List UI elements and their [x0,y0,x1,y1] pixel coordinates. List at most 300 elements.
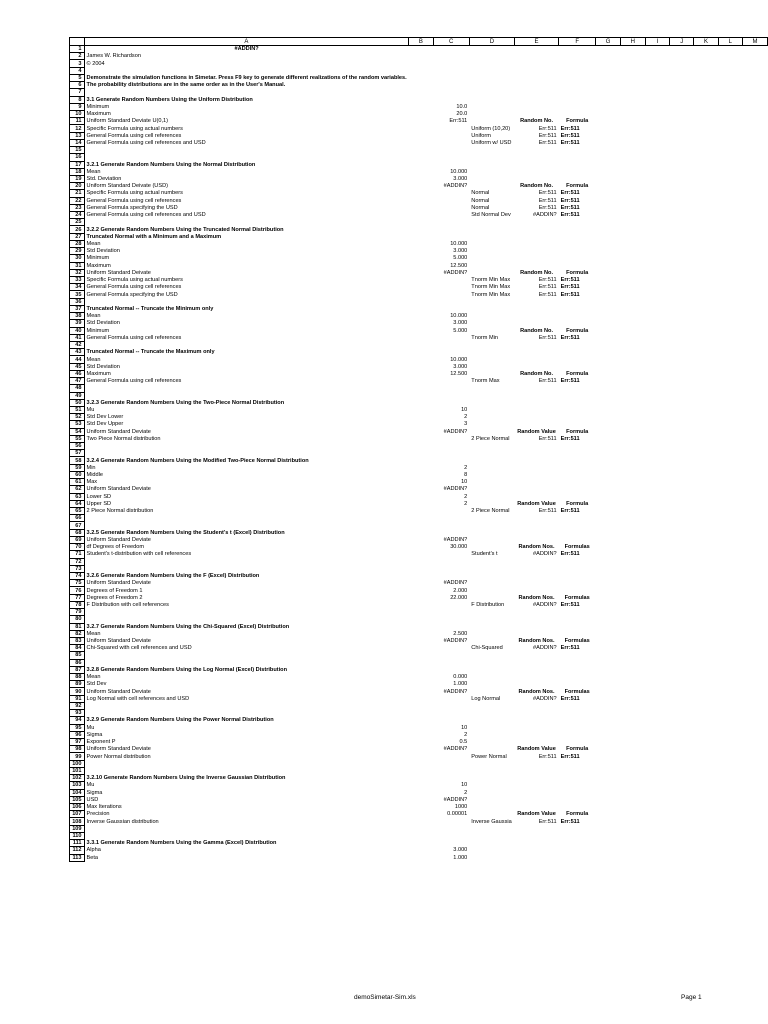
sheet-cell[interactable] [743,320,768,327]
sheet-cell[interactable] [409,125,433,132]
sheet-cell[interactable] [620,190,645,197]
sheet-cell[interactable] [469,320,514,327]
sheet-cell[interactable] [670,486,694,493]
sheet-cell[interactable] [718,421,742,428]
sheet-cell[interactable] [694,840,718,847]
sheet-cell[interactable]: 3.2.6 Generate Random Numbers Using the F (Excel) Distribution [86,573,260,580]
sheet-cell[interactable] [694,587,718,594]
sheet-cell[interactable] [433,832,469,839]
sheet-cell[interactable] [620,500,645,507]
sheet-cell[interactable] [469,623,514,630]
sheet-cell[interactable] [409,536,433,543]
sheet-cell[interactable] [694,710,718,717]
sheet-cell[interactable] [620,118,645,125]
sheet-cell[interactable]: Maximum [86,111,111,118]
sheet-cell[interactable] [469,666,514,673]
row-number[interactable]: 104 [70,789,85,796]
sheet-cell[interactable] [694,450,718,457]
sheet-cell[interactable] [694,616,718,623]
sheet-cell[interactable] [596,421,621,428]
sheet-cell[interactable] [409,46,433,53]
sheet-cell[interactable] [718,702,742,709]
sheet-cell[interactable] [514,796,558,803]
sheet-cell[interactable] [718,349,742,356]
sheet-cell[interactable]: Truncated Normal -- Truncate the Maximum only [86,349,215,356]
sheet-cell[interactable] [514,832,558,839]
sheet-cell[interactable] [743,255,768,262]
sheet-cell[interactable] [409,587,433,594]
sheet-cell[interactable] [718,847,742,854]
sheet-cell[interactable] [620,782,645,789]
sheet-cell[interactable] [514,674,558,681]
sheet-cell[interactable] [743,233,768,240]
sheet-cell[interactable] [559,161,596,168]
sheet-cell[interactable] [694,558,718,565]
sheet-cell[interactable]: 3.000 [453,363,468,370]
sheet-cell[interactable] [743,450,768,457]
row-number[interactable]: 112 [70,847,85,854]
sheet-cell[interactable] [596,219,621,226]
sheet-cell[interactable] [469,298,514,305]
sheet-cell[interactable] [743,767,768,774]
sheet-cell[interactable] [559,313,596,320]
row-number[interactable]: 21 [70,190,85,197]
sheet-cell[interactable]: 2 [464,731,468,738]
row-number[interactable]: 39 [70,320,85,327]
sheet-cell[interactable] [409,464,433,471]
sheet-cell[interactable] [645,688,669,695]
row-number[interactable]: 64 [70,500,85,507]
sheet-cell[interactable] [409,110,433,117]
sheet-cell[interactable] [620,767,645,774]
sheet-cell[interactable]: General Formula using cell references [86,197,182,204]
sheet-cell[interactable] [718,811,742,818]
sheet-cell[interactable] [670,110,694,117]
sheet-cell[interactable]: General Formula using cell references [86,284,182,291]
sheet-cell[interactable] [596,580,621,587]
sheet-cell[interactable] [718,486,742,493]
sheet-cell[interactable] [645,305,669,312]
sheet-cell[interactable] [718,385,742,392]
row-number[interactable]: 103 [70,782,85,789]
sheet-cell[interactable] [743,840,768,847]
sheet-cell[interactable] [743,219,768,226]
sheet-cell[interactable] [84,443,409,450]
sheet-cell[interactable] [514,854,558,861]
sheet-cell[interactable] [718,341,742,348]
row-number[interactable]: 14 [70,139,85,146]
sheet-cell[interactable] [514,515,558,522]
sheet-cell[interactable] [694,724,718,731]
sheet-cell[interactable] [743,522,768,529]
row-number[interactable]: 28 [70,240,85,247]
row-number[interactable]: 97 [70,739,85,746]
sheet-cell[interactable] [409,544,433,551]
sheet-cell[interactable] [645,392,669,399]
sheet-cell[interactable]: Beta [86,854,99,861]
sheet-cell[interactable] [645,789,669,796]
sheet-cell[interactable] [694,385,718,392]
sheet-cell[interactable] [84,565,409,572]
sheet-cell[interactable] [718,277,742,284]
sheet-cell[interactable] [743,46,768,53]
sheet-cell[interactable] [596,385,621,392]
sheet-cell[interactable] [596,82,621,89]
sheet-cell[interactable] [514,623,558,630]
sheet-cell[interactable] [670,96,694,103]
sheet-cell[interactable] [718,305,742,312]
sheet-cell[interactable] [645,811,669,818]
sheet-cell[interactable] [694,341,718,348]
sheet-cell[interactable] [433,435,469,442]
sheet-cell[interactable] [718,558,742,565]
sheet-cell[interactable] [559,219,596,226]
sheet-cell[interactable] [409,580,433,587]
sheet-cell[interactable] [645,399,669,406]
sheet-cell[interactable] [433,291,469,298]
sheet-cell[interactable] [559,609,596,616]
sheet-cell[interactable]: Random Nos. [518,544,555,551]
row-number[interactable]: 106 [70,803,85,810]
sheet-cell[interactable] [670,298,694,305]
sheet-cell[interactable] [620,74,645,81]
sheet-cell[interactable] [469,305,514,312]
sheet-cell[interactable] [694,825,718,832]
sheet-cell[interactable] [559,385,596,392]
sheet-cell[interactable] [743,212,768,219]
sheet-cell[interactable]: Random Nos. [518,594,555,601]
sheet-cell[interactable] [84,67,409,74]
sheet-cell[interactable]: 5.000 [453,327,468,334]
sheet-cell[interactable]: 10.000 [450,168,468,175]
sheet-cell[interactable] [694,139,718,146]
sheet-cell[interactable] [743,717,768,724]
sheet-cell[interactable] [596,652,621,659]
sheet-cell[interactable] [645,183,669,190]
sheet-cell[interactable] [433,284,469,291]
row-number[interactable]: 110 [70,832,85,839]
sheet-cell[interactable] [743,695,768,702]
sheet-cell[interactable] [514,248,558,255]
sheet-cell[interactable]: #ADDIN? [532,695,557,702]
sheet-cell[interactable] [670,724,694,731]
sheet-cell[interactable] [743,803,768,810]
sheet-cell[interactable] [409,212,433,219]
sheet-cell[interactable] [514,767,558,774]
row-number[interactable]: 25 [70,219,85,226]
sheet-cell[interactable] [645,674,669,681]
sheet-cell[interactable] [670,154,694,161]
sheet-cell[interactable] [514,341,558,348]
sheet-cell[interactable] [718,760,742,767]
sheet-cell[interactable] [694,623,718,630]
sheet-cell[interactable] [645,327,669,334]
sheet-cell[interactable] [409,175,433,182]
sheet-cell[interactable] [743,168,768,175]
sheet-cell[interactable]: Mean [86,313,101,320]
sheet-cell[interactable] [559,681,596,688]
sheet-cell[interactable] [718,609,742,616]
sheet-cell[interactable] [694,219,718,226]
row-number[interactable]: 90 [70,688,85,695]
sheet-cell[interactable] [514,702,558,709]
sheet-cell[interactable] [670,775,694,782]
sheet-cell[interactable] [559,262,596,269]
sheet-cell[interactable] [409,385,433,392]
sheet-cell[interactable] [718,450,742,457]
sheet-cell[interactable] [670,609,694,616]
sheet-cell[interactable]: Random No. [520,183,554,190]
sheet-cell[interactable] [718,717,742,724]
sheet-cell[interactable] [596,825,621,832]
sheet-cell[interactable] [694,46,718,53]
sheet-cell[interactable] [620,811,645,818]
sheet-cell[interactable] [743,580,768,587]
sheet-cell[interactable] [718,363,742,370]
sheet-cell[interactable]: Uniform Standard Deviate [86,486,151,493]
sheet-cell[interactable] [514,356,558,363]
sheet-cell[interactable] [409,161,433,168]
sheet-cell[interactable] [743,529,768,536]
sheet-cell[interactable] [514,154,558,161]
sheet-cell[interactable] [596,674,621,681]
sheet-cell[interactable] [670,695,694,702]
sheet-cell[interactable] [514,580,558,587]
sheet-cell[interactable] [559,666,596,673]
sheet-cell[interactable] [559,392,596,399]
row-number[interactable]: 35 [70,291,85,298]
sheet-cell[interactable] [409,269,433,276]
sheet-cell[interactable] [620,262,645,269]
sheet-cell[interactable]: Formula [566,118,589,125]
sheet-cell[interactable] [433,760,469,767]
sheet-cell[interactable] [620,204,645,211]
sheet-cell[interactable] [409,197,433,204]
sheet-cell[interactable] [645,341,669,348]
sheet-cell[interactable] [743,739,768,746]
sheet-cell[interactable] [409,262,433,269]
sheet-cell[interactable] [645,154,669,161]
sheet-cell[interactable]: Err:511 [560,508,580,515]
sheet-cell[interactable] [743,796,768,803]
sheet-cell[interactable] [620,479,645,486]
column-header[interactable]: L [718,38,742,46]
sheet-cell[interactable] [514,240,558,247]
sheet-cell[interactable] [743,616,768,623]
column-header[interactable]: D [469,38,514,46]
sheet-cell[interactable]: General Formula using cell references [86,334,182,341]
sheet-cell[interactable]: F Distribution with cell references [86,601,169,608]
sheet-cell[interactable] [645,161,669,168]
sheet-cell[interactable] [596,702,621,709]
sheet-cell[interactable] [596,832,621,839]
sheet-cell[interactable] [645,82,669,89]
sheet-cell[interactable] [694,399,718,406]
sheet-cell[interactable] [514,168,558,175]
column-header[interactable]: J [670,38,694,46]
sheet-cell[interactable] [718,74,742,81]
sheet-cell[interactable] [84,450,409,457]
sheet-cell[interactable] [596,739,621,746]
sheet-cell[interactable] [694,767,718,774]
sheet-cell[interactable]: Err:511 [560,139,580,146]
sheet-cell[interactable]: Err:511 [538,753,557,760]
sheet-cell[interactable] [694,89,718,96]
sheet-cell[interactable] [469,110,514,117]
row-number[interactable]: 3 [70,60,85,67]
sheet-cell[interactable] [620,486,645,493]
sheet-cell[interactable] [718,125,742,132]
sheet-cell[interactable] [743,96,768,103]
sheet-cell[interactable] [694,248,718,255]
row-number[interactable]: 52 [70,414,85,421]
row-number[interactable]: 68 [70,529,85,536]
sheet-cell[interactable] [718,746,742,753]
sheet-cell[interactable]: #ADDIN? [443,183,468,190]
sheet-cell[interactable] [596,536,621,543]
sheet-cell[interactable] [694,269,718,276]
sheet-cell[interactable] [670,175,694,182]
sheet-cell[interactable] [84,385,409,392]
sheet-cell[interactable] [433,67,469,74]
sheet-cell[interactable] [670,551,694,558]
sheet-cell[interactable] [409,666,433,673]
sheet-cell[interactable] [620,385,645,392]
sheet-cell[interactable] [620,125,645,132]
sheet-cell[interactable] [409,60,433,67]
sheet-cell[interactable] [433,601,469,608]
sheet-cell[interactable] [718,161,742,168]
row-number[interactable]: 113 [70,854,85,861]
sheet-cell[interactable] [670,414,694,421]
sheet-cell[interactable] [409,341,433,348]
sheet-cell[interactable] [694,298,718,305]
sheet-cell[interactable] [469,565,514,572]
sheet-cell[interactable] [596,775,621,782]
sheet-cell[interactable] [743,565,768,572]
sheet-cell[interactable] [620,370,645,377]
sheet-cell[interactable] [743,775,768,782]
sheet-cell[interactable] [514,399,558,406]
sheet-cell[interactable] [409,775,433,782]
sheet-cell[interactable]: 1.000 [453,854,468,861]
sheet-cell[interactable] [469,724,514,731]
row-number[interactable]: 60 [70,471,85,478]
sheet-cell[interactable] [694,435,718,442]
sheet-cell[interactable]: #ADDIN? [443,638,468,645]
sheet-cell[interactable] [694,161,718,168]
sheet-cell[interactable] [469,356,514,363]
sheet-cell[interactable] [670,118,694,125]
sheet-cell[interactable] [433,219,469,226]
sheet-cell[interactable] [620,854,645,861]
sheet-cell[interactable] [469,674,514,681]
sheet-cell[interactable] [514,471,558,478]
sheet-cell[interactable] [743,782,768,789]
sheet-cell[interactable] [743,587,768,594]
sheet-cell[interactable] [718,818,742,825]
sheet-cell[interactable] [670,731,694,738]
sheet-cell[interactable]: Max [86,479,98,486]
sheet-cell[interactable]: 3.2.8 Generate Random Numbers Using the Log Normal (Excel) Distribution [86,666,288,673]
sheet-cell[interactable] [645,645,669,652]
sheet-cell[interactable] [620,110,645,117]
sheet-cell[interactable] [694,132,718,139]
row-number[interactable]: 10 [70,110,85,117]
sheet-cell[interactable] [743,674,768,681]
sheet-cell[interactable] [596,594,621,601]
sheet-cell[interactable] [670,240,694,247]
sheet-cell[interactable] [620,674,645,681]
sheet-cell[interactable] [84,710,409,717]
sheet-cell[interactable] [694,782,718,789]
sheet-cell[interactable] [514,226,558,233]
sheet-cell[interactable]: Chi-Squared with cell references and USD [86,645,192,652]
sheet-cell[interactable] [620,645,645,652]
sheet-cell[interactable] [559,406,596,413]
sheet-cell[interactable] [559,536,596,543]
sheet-cell[interactable] [559,255,596,262]
sheet-cell[interactable] [718,796,742,803]
sheet-cell[interactable] [409,399,433,406]
sheet-cell[interactable] [620,305,645,312]
sheet-cell[interactable] [469,46,514,53]
row-number[interactable]: 5 [70,74,85,81]
row-number[interactable]: 38 [70,313,85,320]
row-number[interactable]: 108 [70,818,85,825]
sheet-cell[interactable] [694,659,718,666]
sheet-cell[interactable] [694,103,718,110]
sheet-cell[interactable] [409,233,433,240]
sheet-cell[interactable] [514,46,558,53]
row-number[interactable]: 82 [70,630,85,637]
sheet-cell[interactable] [694,305,718,312]
sheet-cell[interactable] [645,406,669,413]
sheet-cell[interactable] [514,565,558,572]
sheet-cell[interactable]: Formula [566,746,589,753]
sheet-cell[interactable] [620,161,645,168]
sheet-cell[interactable]: Std Deviation [86,363,120,370]
sheet-cell[interactable] [514,681,558,688]
sheet-cell[interactable]: Err:511 [538,125,557,132]
sheet-cell[interactable] [433,60,469,67]
sheet-cell[interactable] [718,110,742,117]
sheet-cell[interactable] [694,796,718,803]
sheet-cell[interactable] [596,139,621,146]
sheet-cell[interactable] [620,277,645,284]
row-number[interactable]: 36 [70,298,85,305]
sheet-cell[interactable] [469,327,514,334]
sheet-cell[interactable] [514,760,558,767]
sheet-cell[interactable] [620,717,645,724]
sheet-cell[interactable] [645,515,669,522]
sheet-cell[interactable] [645,457,669,464]
sheet-cell[interactable] [718,637,742,644]
sheet-cell[interactable]: Uniform Standard Deviate [86,428,151,435]
sheet-cell[interactable] [743,464,768,471]
sheet-cell[interactable] [670,132,694,139]
sheet-cell[interactable] [596,118,621,125]
sheet-cell[interactable] [670,190,694,197]
sheet-cell[interactable] [596,717,621,724]
sheet-cell[interactable]: 3.2.3 Generate Random Numbers Using the Two-Piece Normal Distribution [86,399,285,406]
sheet-cell[interactable] [620,428,645,435]
sheet-cell[interactable] [620,536,645,543]
sheet-cell[interactable] [559,240,596,247]
row-number[interactable]: 4 [70,67,85,74]
sheet-cell[interactable] [694,652,718,659]
sheet-cell[interactable] [743,435,768,442]
